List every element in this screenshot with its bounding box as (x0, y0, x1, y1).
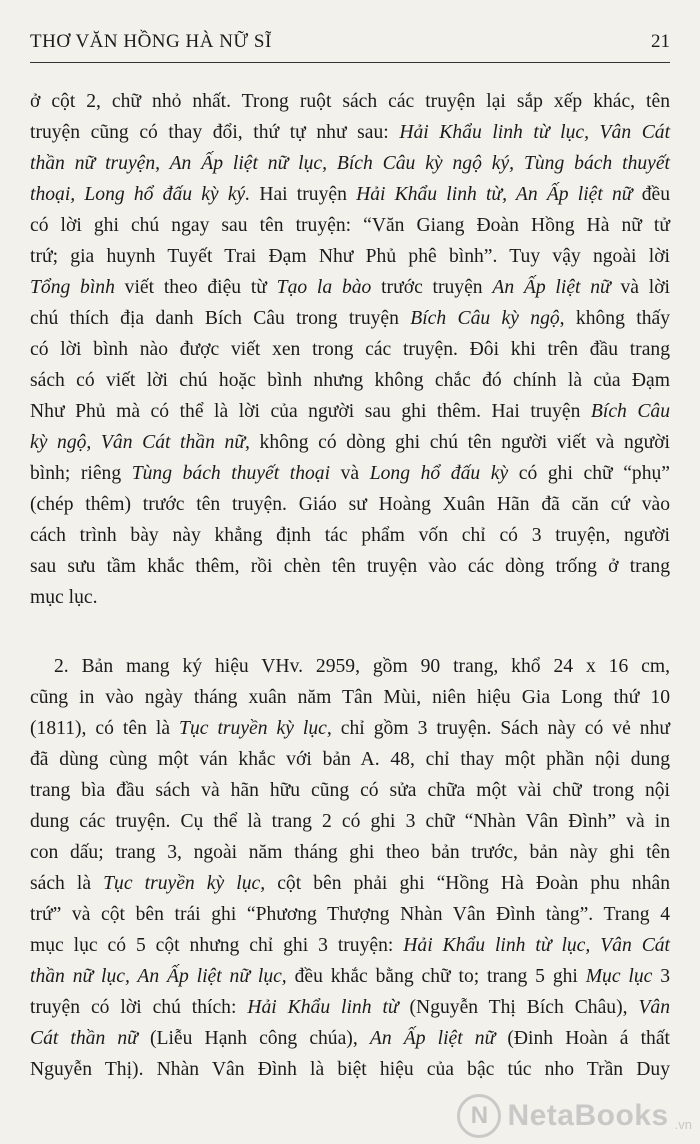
text-line (30, 899, 670, 930)
text-span: 3 (652, 966, 671, 987)
italic-title-text: Hải Khẩu linh từ, An Ấp liệt nữ (356, 184, 633, 205)
italic-title-text: Bích Câu (590, 401, 670, 422)
text-span: (1811), có tên là (30, 718, 180, 739)
italic-title-text: Hải Khẩu linh từ lục, Vân Cát (399, 122, 671, 143)
text-line (30, 837, 670, 868)
text-span: đều (632, 184, 670, 205)
text-line (30, 713, 670, 744)
italic-title-text: Cát thần nữ (30, 1028, 138, 1049)
text-span: cột bên phải ghi “Hồng Hà Đoàn phu nhân (265, 873, 670, 894)
text-line (30, 582, 670, 613)
italic-title-text: Hải Khẩu linh từ (247, 997, 399, 1018)
italic-title-text: Long hổ đấu kỳ (369, 463, 509, 484)
text-span: chỉ gồm 3 truyện. Sách này có vẻ như (331, 718, 671, 739)
text-line (30, 520, 670, 551)
text-line (30, 961, 670, 992)
italic-title-text: Vân (638, 997, 670, 1018)
text-line (30, 179, 670, 210)
text-line (30, 458, 670, 489)
text-span: (Nguyễn Thị Bích Châu), (398, 997, 639, 1018)
text-line (30, 744, 670, 775)
text-span: (chép thêm) trước tên truyện. Giáo sư Hoàng Xuân Hãn đã căn cứ vào (30, 494, 670, 515)
italic-title-text: Tùng bách thuyết thoại (131, 463, 331, 484)
italic-title-text: An Ấp liệt nữ (369, 1028, 496, 1049)
italic-title-text: kỳ ngộ, Vân Cát thần nữ, (30, 432, 250, 453)
text-span: không có dòng ghi chú tên người viết và người (249, 432, 671, 453)
text-span: đã dùng cùng một ván khắc với bản A. 48, chỉ thay một phần nội dung (30, 749, 670, 770)
text-span: sách có viết lời chú hoặc bình nhưng không chắc đó chính là của Đạm (30, 370, 670, 391)
text-line (30, 86, 670, 117)
text-line (30, 365, 670, 396)
text-span: con dấu; trang 3, ngoài năm tháng ghi theo bản trước, bản này ghi tên (30, 842, 670, 863)
text-span: có lời bình nào được viết xen trong các truyện. Đôi khi trên đầu trang (30, 339, 670, 360)
text-line (30, 806, 670, 837)
italic-title-text: Hải Khẩu linh từ lục, Vân Cát (403, 935, 671, 956)
italic-title-text: Tạo la bào (276, 277, 372, 298)
text-span: trang bìa đầu sách và hãn hữu cũng có sửa chữa một vài chữ trong nội (30, 780, 670, 801)
text-line (30, 1023, 670, 1054)
text-line (30, 427, 670, 458)
text-span: mục lục. (30, 587, 98, 608)
text-span: và (330, 463, 370, 484)
italic-title-text: Bích Câu kỳ ngộ (410, 308, 560, 329)
italic-title-text: thần nữ truyện, An Ấp liệt nữ lục, Bích Câu kỳ ngộ ký, Tùng bách thuyết (30, 153, 670, 174)
text-span: trước truyện (371, 277, 493, 298)
text-line (30, 396, 670, 427)
running-header (30, 26, 670, 63)
text-line (30, 334, 670, 365)
text-line (30, 272, 670, 303)
text-span: chú thích địa danh Bích Câu trong truyện (30, 308, 411, 329)
text-span: (Liễu Hạnh công chúa), (137, 1028, 370, 1049)
text-span: (Đinh Hoàn á thất (495, 1028, 670, 1049)
text-span: 2. Bản mang ký hiệu VHv. 2959, gồm 90 trang, khổ 24 x 16 cm, (54, 656, 670, 677)
text-span: sau sưu tầm khắc thêm, rồi chèn tên truyện vào các dòng trống ở trang (30, 556, 670, 577)
text-line (30, 651, 670, 682)
text-line (30, 775, 670, 806)
text-span: trứ; gia huynh Tuyết Trai Đạm Như Phủ phê bình”. Tuy vậy ngoài lời (30, 246, 670, 267)
watermark-suffix: .vn (674, 1117, 692, 1132)
italic-title-text: Tục truyền kỳ lục, (103, 873, 266, 894)
text-line (30, 682, 670, 713)
text-line (30, 117, 670, 148)
text-span: đều khắc bằng chữ to; trang 5 ghi (286, 966, 586, 987)
text-span: truyện có lời chú thích: (30, 997, 248, 1018)
italic-title-text: Mục lục (585, 966, 653, 987)
text-span: sách là (30, 873, 104, 894)
text-span: và lời (610, 277, 671, 298)
watermark-text: NetaBooks (507, 1099, 669, 1132)
italic-title-text: Tục truyền kỳ lục, (179, 718, 332, 739)
text-span: dung các truyện. Cụ thể là trang 2 có ghi 3 chữ “Nhàn Vân Đình” và in (30, 811, 670, 832)
text-span: mục lục có 5 cột nhưng chỉ ghi 3 truyện: (30, 935, 404, 956)
paragraph-gap (30, 613, 670, 651)
header-title: THƠ VĂN HỒNG HÀ NỮ SĨ (30, 31, 272, 52)
text-line (30, 551, 670, 582)
italic-title-text: Tổng bình (30, 277, 115, 298)
netabooks-logo-icon: N (457, 1094, 501, 1138)
text-span: Nguyễn Thị). Nhàn Vân Đình là biệt hiệu của bậc túc nho Trần Duy (30, 1059, 670, 1080)
text-span: có lời ghi chú ngay sau tên truyện: “Văn Giang Đoàn Hồng Hà nữ tử (30, 215, 670, 236)
text-span: Hai truyện (250, 184, 357, 205)
text-line (30, 868, 670, 899)
italic-title-text: thoại, Long hổ đấu kỳ ký. (30, 184, 251, 205)
text-span: có ghi chữ “phụ” (508, 463, 670, 484)
text-line (30, 241, 670, 272)
text-line (30, 992, 670, 1023)
text-span: cách trình bày này khẳng định tác phẩm vốn chỉ có 3 truyện, người (30, 525, 670, 546)
text-line (30, 210, 670, 241)
italic-title-text: An Ấp liệt nữ (492, 277, 611, 298)
text-span: viết theo điệu từ (114, 277, 277, 298)
text-line (30, 930, 670, 961)
text-line (30, 489, 670, 520)
text-span: trứ” và cột bên trái ghi “Phương Thượng Nhàn Vân Đình tàng”. Trang 4 (30, 904, 670, 925)
italic-title-text: thần nữ lục, An Ấp liệt nữ lục, (30, 966, 287, 987)
text-span: , không thấy (559, 308, 670, 329)
page-number: 21 (651, 31, 670, 52)
text-span: ở cột 2, chữ nhỏ nhất. Trong ruột sách các truyện lại sắp xếp khác, tên (30, 91, 670, 112)
text-line (30, 303, 670, 334)
text-line (30, 148, 670, 179)
text-span: cũng in vào ngày tháng xuân năm Tân Mùi, niên hiệu Gia Long thứ 10 (30, 687, 670, 708)
watermark (457, 1094, 692, 1138)
text-span: Như Phủ mà có thể là lời của người sau ghi thêm. Hai truyện (30, 401, 591, 422)
body-text (30, 86, 670, 1085)
text-line (30, 1054, 670, 1085)
text-span: truyện cũng có thay đổi, thứ tự như sau: (30, 122, 400, 143)
text-span: bình; riêng (30, 463, 132, 484)
